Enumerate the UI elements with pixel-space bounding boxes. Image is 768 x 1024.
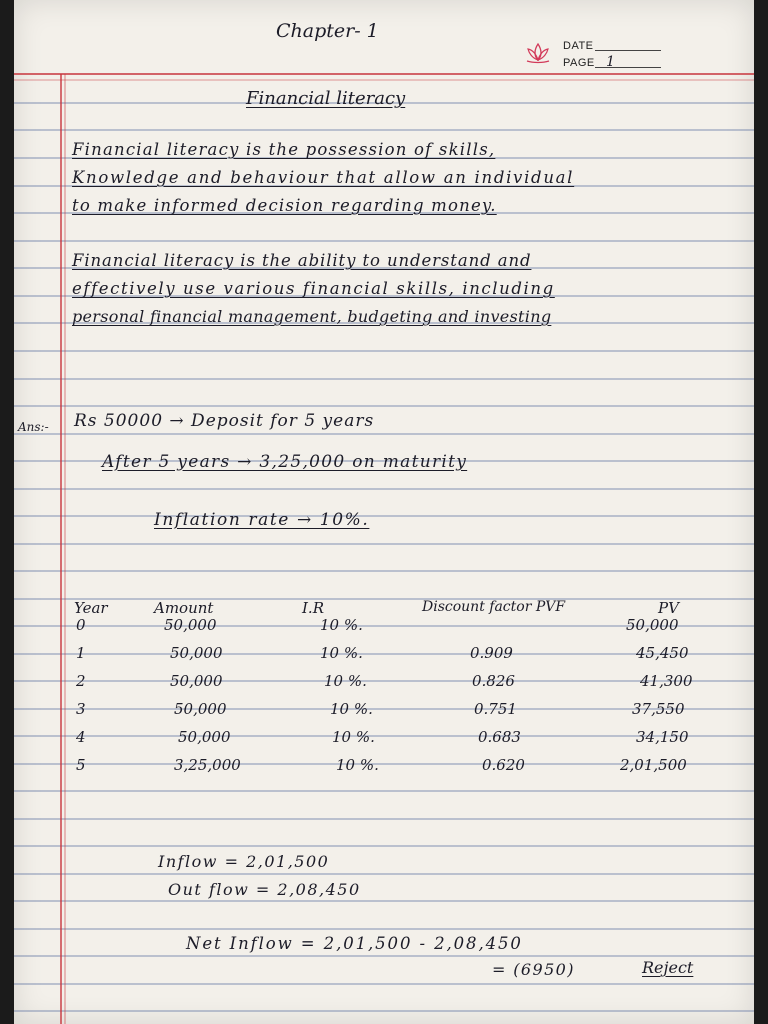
table-header-discount: Discount factor PVF	[422, 599, 566, 615]
para2-line3: personal financial management, budgeting and investing	[72, 307, 552, 326]
pv-cell: 50,000	[626, 616, 679, 634]
table-row	[14, 728, 754, 754]
amount-cell: 50,000	[164, 616, 217, 634]
para1-line3: to make informed decision regarding money.	[72, 196, 497, 215]
pv-cell: 45,450	[636, 644, 689, 662]
pv-cell: 2,01,500	[620, 756, 687, 774]
answer-label: Ans:-	[18, 420, 49, 434]
chapter-heading: Chapter- 1	[276, 20, 379, 42]
amount-cell: 50,000	[174, 700, 227, 718]
table-header-amount: Amount	[154, 599, 214, 617]
amount-cell: 3,25,000	[174, 756, 241, 774]
factor-cell: 0.909	[470, 644, 513, 662]
factor-cell: 0.683	[478, 728, 521, 746]
pv-cell: 37,550	[632, 700, 685, 718]
amount-cell: 50,000	[170, 644, 223, 662]
inflation-line: Inflation rate → 10%.	[154, 510, 370, 530]
table-row	[14, 700, 754, 726]
year-cell: 3	[76, 700, 86, 718]
amount-cell: 50,000	[170, 672, 223, 690]
notebook-page	[14, 0, 754, 1024]
year-cell: 5	[76, 756, 86, 774]
rate-cell: 10 %.	[320, 644, 363, 662]
table-row	[14, 616, 754, 642]
date-label: DATE	[563, 40, 594, 52]
lotus-logo-icon	[524, 42, 552, 64]
maturity-line: After 5 years → 3,25,000 on maturity	[102, 452, 468, 472]
rate-cell: 10 %.	[336, 756, 379, 774]
para2-line2: effectively use various financial skills, including	[72, 279, 555, 298]
rate-cell: 10 %.	[320, 616, 363, 634]
outflow-line: Out flow = 2,08,450	[168, 880, 361, 899]
table-row	[14, 672, 754, 698]
pv-cell: 34,150	[636, 728, 689, 746]
net-inflow-line: Net Inflow = 2,01,500 - 2,08,450	[186, 934, 523, 953]
rate-cell: 10 %.	[332, 728, 375, 746]
para2-line1: Financial literacy is the ability to understand and	[72, 251, 532, 270]
year-cell: 1	[76, 644, 86, 662]
year-cell: 2	[76, 672, 86, 690]
year-cell: 0	[76, 616, 86, 634]
para1-line2: Knowledge and behaviour that allow an individual	[72, 168, 575, 187]
page-title: Financial literacy	[246, 88, 406, 109]
decision-reject: Reject	[642, 958, 694, 977]
table-row	[14, 756, 754, 782]
factor-cell: 0.826	[472, 672, 515, 690]
page-fill-line	[595, 67, 661, 68]
page-label: PAGE	[563, 57, 595, 69]
table-header-year: Year	[74, 599, 108, 617]
date-fill-line	[595, 50, 661, 51]
inflow-line: Inflow = 2,01,500	[158, 852, 330, 871]
factor-cell: 0.620	[482, 756, 525, 774]
year-cell: 4	[76, 728, 86, 746]
table-header-pv: PV	[658, 599, 679, 617]
net-result: = (6950)	[492, 960, 575, 979]
amount-cell: 50,000	[178, 728, 231, 746]
para1-line1: Financial literacy is the possession of skills,	[72, 140, 496, 159]
table-row	[14, 644, 754, 670]
deposit-line: Rs 50000 → Deposit for 5 years	[74, 411, 375, 431]
table-header-rate: I.R	[302, 599, 324, 617]
pv-cell: 41,300	[640, 672, 693, 690]
factor-cell: 0.751	[474, 700, 517, 718]
page-number: 1	[606, 54, 615, 70]
rate-cell: 10 %.	[330, 700, 373, 718]
rate-cell: 10 %.	[324, 672, 367, 690]
